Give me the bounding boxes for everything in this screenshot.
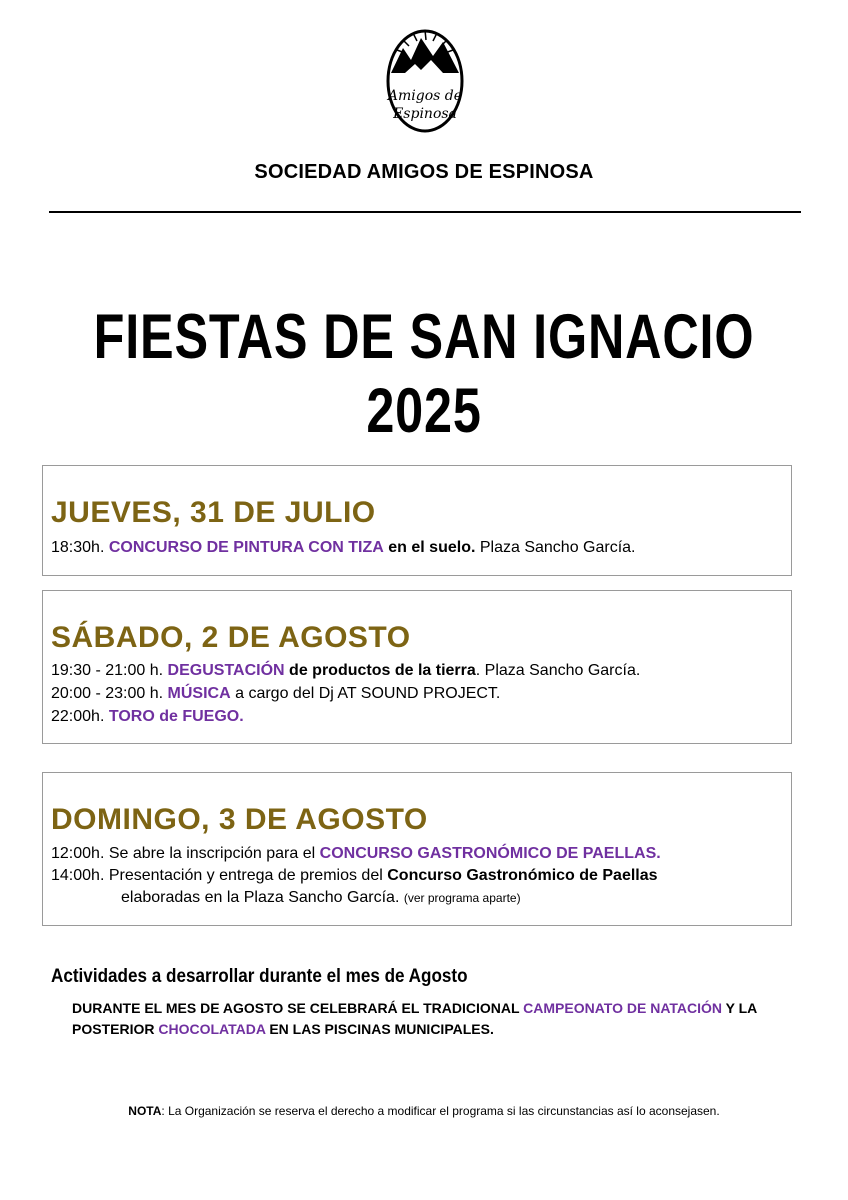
august-activities-title: Actividades a desarrollar durante el mes de Agosto — [51, 966, 468, 987]
event-line — [51, 683, 500, 705]
day-section-sabado — [42, 590, 792, 744]
august-text-part: Y LA POSTERIOR — [72, 1000, 757, 1037]
august-highlight: CAMPEONATO DE NATACIÓN — [523, 1000, 723, 1016]
day-title: SÁBADO, 2 DE AGOSTO — [51, 621, 411, 654]
event-highlight: DEGUSTACIÓN — [167, 662, 285, 679]
amigos-de-espinosa-logo — [385, 28, 465, 134]
event-highlight: CONCURSO GASTRONÓMICO DE PAELLAS — [319, 845, 657, 862]
event-time: 20:00 - 23:00 h. — [51, 685, 164, 702]
day-section-jueves — [42, 465, 792, 576]
event-time: 19:30 - 21:00 h. — [51, 662, 164, 679]
day-title: DOMINGO, 3 DE AGOSTO — [51, 803, 428, 836]
organization-name: SOCIEDAD AMIGOS DE ESPINOSA — [254, 161, 594, 183]
page-title: FIESTAS DE SAN IGNACIO 2025 — [93, 302, 755, 446]
event-time: 14:00h. — [51, 867, 105, 884]
event-bold: en el suelo. — [388, 539, 476, 556]
event-line — [51, 843, 661, 865]
event-line — [51, 660, 640, 682]
event-end: . — [656, 845, 661, 862]
event-line-continued — [121, 887, 521, 909]
footer-note — [0, 1104, 848, 1118]
event-text: Presentación y entrega de premios del — [108, 867, 383, 884]
event-text: elaboradas en la Plaza Sancho García. — [121, 889, 400, 906]
event-text: Se abre la inscripción para el — [108, 845, 316, 862]
event-highlight: CONCURSO DE PINTURA CON TIZA — [108, 539, 384, 556]
august-activities-text — [72, 998, 787, 1040]
august-highlight: CHOCOLATADA — [158, 1021, 266, 1037]
event-time: 22:00h. — [51, 708, 105, 725]
event-time: 12:00h. — [51, 845, 105, 862]
event-note: (ver programa aparte) — [403, 891, 521, 905]
event-bold: Concurso Gastronómico de Paellas — [387, 867, 658, 884]
logo-text-line1: Amigos de — [387, 88, 463, 104]
event-bold: de productos de la tierra — [289, 662, 476, 679]
day-title: JUEVES, 31 DE JULIO — [51, 496, 376, 529]
note-text: : La Organización se reserva el derecho a modificar el programa si las circunstancias así lo aconsejasen. — [161, 1104, 720, 1118]
event-highlight: TORO de FUEGO. — [108, 708, 244, 725]
event-location: . Plaza Sancho García. — [475, 662, 641, 679]
note-label: NOTA — [128, 1104, 162, 1118]
header-divider — [49, 211, 801, 213]
event-time: 18:30h. — [51, 539, 105, 556]
event-text: a cargo del Dj AT SOUND PROJECT. — [235, 685, 501, 702]
event-line — [51, 865, 658, 887]
day-section-domingo — [42, 772, 792, 926]
event-line — [51, 706, 244, 728]
event-line — [51, 537, 636, 559]
event-highlight: MÚSICA — [167, 685, 231, 702]
logo-text-line2: Espinosa — [393, 106, 457, 122]
august-text-part: EN LAS PISCINAS MUNICIPALES. — [269, 1021, 494, 1037]
event-location: Plaza Sancho García. — [479, 539, 636, 556]
august-text-part: DURANTE EL MES DE AGOSTO SE CELEBRARÁ EL TRADICIONAL — [72, 1000, 520, 1016]
